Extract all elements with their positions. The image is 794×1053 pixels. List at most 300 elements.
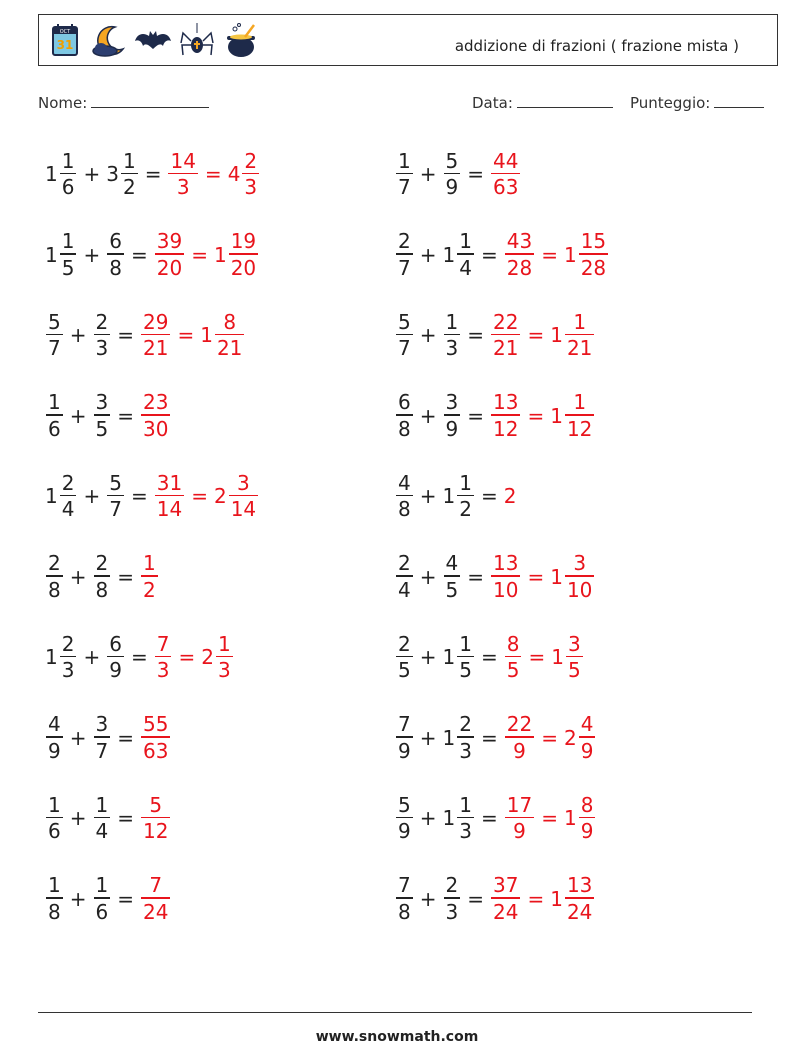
answer-part-fraction <box>565 392 594 439</box>
addend-b-fraction <box>444 148 461 200</box>
addend-b-denominator: 9 <box>445 175 459 200</box>
equals-sign: = <box>117 564 134 589</box>
equals-sign: = <box>480 484 498 508</box>
addend-a-fraction <box>396 309 413 361</box>
answer <box>140 309 245 361</box>
addend-a-whole: 1 <box>45 484 58 508</box>
answer-part-denominator: 63 <box>493 175 519 200</box>
answer-part-whole: 1 <box>550 323 563 347</box>
answer-part <box>563 792 596 844</box>
answer-part-numerator: 22 <box>506 712 533 737</box>
addend-a-denominator: 8 <box>398 899 411 924</box>
answer-part-numerator: 3 <box>573 551 587 576</box>
addend-b-numerator: 2 <box>445 873 459 898</box>
answer-part-denominator: 5 <box>506 658 520 683</box>
answer <box>167 148 260 200</box>
answer <box>140 792 171 844</box>
addend-b-fraction <box>457 792 474 844</box>
addend-a-denominator: 5 <box>398 658 411 683</box>
answer-part <box>140 309 171 361</box>
problem-9 <box>45 466 259 526</box>
answer <box>490 875 595 922</box>
answer-part <box>201 631 233 683</box>
answer-part <box>154 631 173 683</box>
addend-b-fraction <box>94 875 111 922</box>
addend-a <box>45 470 77 522</box>
answer-part-whole: 1 <box>551 645 564 669</box>
date-blank[interactable] <box>517 93 613 108</box>
answer-part <box>490 309 521 361</box>
addend-a-whole: 1 <box>45 242 58 267</box>
addend-a-denominator: 7 <box>398 336 411 361</box>
answer-part-numerator: 1 <box>573 309 587 334</box>
bat-icon <box>133 21 173 61</box>
plus-sign: + <box>419 403 437 428</box>
answer-part-denominator: 5 <box>567 658 581 683</box>
addend-a-fraction <box>396 875 413 922</box>
plus-sign: + <box>83 484 101 508</box>
answer <box>140 392 171 439</box>
answer-part-numerator: 4 <box>580 712 594 737</box>
calendar-icon <box>45 21 85 61</box>
answer-part-fraction <box>565 309 594 361</box>
addend-b-fraction <box>94 553 111 600</box>
name-field[interactable] <box>38 93 209 112</box>
answer-equals-sign: = <box>191 242 208 267</box>
addend-a <box>45 553 64 600</box>
answer-part <box>550 392 595 439</box>
addend-a-denominator: 9 <box>398 819 411 844</box>
answer-part-numerator: 13 <box>493 551 519 576</box>
answer-part-numerator: 17 <box>506 792 533 817</box>
answer-part-fraction <box>491 309 520 361</box>
equals-sign: = <box>467 162 484 186</box>
equals-sign: = <box>480 242 498 267</box>
addend-a-denominator: 4 <box>398 577 411 602</box>
problem-10 <box>395 466 517 526</box>
equals-sign: = <box>467 886 484 911</box>
addend-b <box>442 470 475 522</box>
addend-b-fraction <box>444 309 461 361</box>
answer-part-denominator: 14 <box>230 497 257 522</box>
addend-a-numerator: 2 <box>61 631 75 656</box>
plus-sign: + <box>419 484 437 508</box>
addend-b-numerator: 1 <box>122 148 136 173</box>
answer <box>504 231 609 278</box>
addend-a <box>395 148 414 200</box>
addend-a-denominator: 8 <box>48 899 61 924</box>
answer-part-fraction <box>505 631 522 683</box>
addend-a-fraction <box>396 714 413 761</box>
equals-sign: = <box>117 806 134 830</box>
problem-16 <box>395 708 596 768</box>
equals-sign: = <box>467 323 484 347</box>
addend-a-fraction <box>46 553 63 600</box>
plus-sign: + <box>69 806 87 830</box>
footer-site: www.snowmath.com <box>315 1029 479 1045</box>
answer-part-whole: 2 <box>563 725 577 750</box>
answer-part <box>167 148 198 200</box>
addend-b <box>93 392 112 439</box>
addend-b-fraction <box>444 875 461 922</box>
answer-part-fraction <box>141 309 170 361</box>
problem-4 <box>395 225 609 285</box>
answer-part-numerator: 1 <box>217 631 231 656</box>
answer-part <box>140 714 171 761</box>
addend-b <box>443 231 475 278</box>
answer-part-numerator: 3 <box>237 470 250 495</box>
score-label: Punteggio: <box>630 94 711 112</box>
addend-a-fraction <box>46 792 63 844</box>
addend-a <box>395 231 414 278</box>
addend-a-denominator: 4 <box>61 497 75 522</box>
addend-b-denominator: 2 <box>122 175 136 200</box>
addend-a-numerator: 5 <box>398 792 411 817</box>
addend-a-numerator: 1 <box>61 229 75 254</box>
addend-a <box>395 714 414 761</box>
score-blank[interactable] <box>714 93 764 108</box>
addend-a-denominator: 9 <box>398 738 411 763</box>
answer-part-fraction <box>491 553 520 600</box>
addend-b <box>443 875 462 922</box>
equals-sign: = <box>467 403 484 428</box>
equals-sign: = <box>117 886 134 911</box>
answer-part-denominator: 20 <box>230 255 257 280</box>
addend-a <box>45 148 77 200</box>
answer-part <box>504 631 523 683</box>
answer-part-denominator: 21 <box>216 336 243 361</box>
answer-part-numerator: 1 <box>573 390 587 415</box>
svg-text:31: 31 <box>56 38 74 52</box>
addend-a-numerator: 2 <box>398 631 411 656</box>
addend-b <box>443 392 462 439</box>
answer-part-numerator: 8 <box>580 792 594 817</box>
answer-part-fraction <box>155 470 184 522</box>
answer <box>154 631 234 683</box>
answer-part-fraction <box>565 553 594 600</box>
addend-a <box>395 875 414 922</box>
addend-b <box>93 875 112 922</box>
answer-part-denominator: 10 <box>566 577 593 602</box>
addend-a-numerator: 4 <box>48 712 61 737</box>
plus-sign: + <box>69 403 87 428</box>
answer <box>154 470 259 522</box>
addend-b-denominator: 9 <box>445 416 459 441</box>
answer-part-numerator: 8 <box>223 309 237 334</box>
answer-part-numerator: 31 <box>156 470 183 495</box>
answer-part-denominator: 21 <box>566 336 593 361</box>
addend-b-whole: 3 <box>106 162 119 186</box>
answer-equals-sign: = <box>177 323 195 347</box>
answer-part-denominator: 63 <box>143 738 169 763</box>
answer <box>504 484 518 508</box>
addend-b-denominator: 3 <box>459 738 472 763</box>
addend-a-fraction <box>396 231 413 278</box>
addend-a <box>395 392 414 439</box>
addend-b-denominator: 8 <box>109 255 122 280</box>
problem-18 <box>395 788 596 848</box>
answer-part <box>140 792 171 844</box>
answer-part-whole: 1 <box>213 242 227 267</box>
answer <box>140 553 159 600</box>
addend-b-fraction <box>444 553 461 600</box>
equals-sign: = <box>480 725 498 750</box>
addend-b-numerator: 3 <box>95 390 109 415</box>
answer <box>140 875 171 922</box>
addend-a-fraction <box>396 148 413 200</box>
answer-part-whole: 1 <box>563 242 577 267</box>
answer-equals-sign: = <box>527 323 545 347</box>
addend-b-numerator: 5 <box>445 148 459 173</box>
addend-a-numerator: 6 <box>398 390 411 415</box>
addend-b-numerator: 6 <box>109 631 122 656</box>
addend-b-fraction <box>457 631 474 683</box>
answer-part-numerator: 13 <box>566 873 593 898</box>
addend-b-fraction <box>457 714 474 761</box>
addend-b-numerator: 2 <box>459 712 472 737</box>
answer <box>504 714 597 761</box>
addend-a-denominator: 9 <box>48 738 61 763</box>
addend-b <box>93 792 112 844</box>
answer-part-fraction <box>491 875 520 922</box>
addend-a-fraction <box>60 148 77 200</box>
answer-part-fraction <box>505 792 534 844</box>
answer-equals-sign: = <box>178 645 196 669</box>
answer-part <box>550 309 595 361</box>
plus-sign: + <box>419 242 437 267</box>
plus-sign: + <box>69 323 87 347</box>
answer-part-numerator: 7 <box>149 873 163 898</box>
addend-a <box>45 792 64 844</box>
addend-b-numerator: 6 <box>109 229 122 254</box>
footer-divider <box>38 1012 752 1013</box>
answer-equals-sign: = <box>528 645 546 669</box>
answer-part-fraction <box>566 631 583 683</box>
addend-b <box>106 231 125 278</box>
addend-a-numerator: 1 <box>48 873 61 898</box>
answer-part-fraction <box>141 553 158 600</box>
addend-b-denominator: 4 <box>459 255 472 280</box>
answer-part <box>154 231 185 278</box>
problem-3 <box>45 225 259 285</box>
date-field[interactable] <box>472 93 613 112</box>
equals-sign: = <box>130 645 148 669</box>
answer-part <box>564 231 609 278</box>
addend-b-fraction <box>94 392 111 439</box>
answer-equals-sign: = <box>541 725 558 750</box>
problem-13 <box>45 627 234 687</box>
addend-a-denominator: 7 <box>398 255 411 280</box>
addend-b-numerator: 3 <box>95 712 109 737</box>
answer-part-whole: 1 <box>563 806 577 830</box>
answer <box>490 309 595 361</box>
addend-a-denominator: 8 <box>398 497 411 522</box>
answer-part-whole: 4 <box>227 162 241 186</box>
answer-equals-sign: = <box>527 886 545 911</box>
addend-b-denominator: 3 <box>459 819 472 844</box>
answer-part <box>564 714 596 761</box>
cauldron-icon <box>221 21 261 61</box>
addend-b-whole: 1 <box>442 725 456 750</box>
problem-2 <box>395 144 521 204</box>
answer-part <box>490 875 521 922</box>
addend-b <box>442 631 475 683</box>
addend-b-denominator: 5 <box>459 658 472 683</box>
answer-part-numerator: 23 <box>143 390 169 415</box>
answer-part-fraction <box>505 231 534 278</box>
addend-b-denominator: 3 <box>445 899 459 924</box>
svg-text:OCT: OCT <box>59 29 71 35</box>
equals-sign: = <box>117 323 134 347</box>
addend-a <box>395 553 414 600</box>
answer-part-fraction <box>215 309 244 361</box>
problem-7 <box>45 386 171 446</box>
answer-part-fraction <box>579 231 608 278</box>
addend-b-numerator: 1 <box>459 631 472 656</box>
answer-part-numerator: 55 <box>143 712 169 737</box>
plus-sign: + <box>419 323 437 347</box>
answer-part-fraction <box>491 392 520 439</box>
problem-6 <box>395 305 595 365</box>
addend-b-numerator: 3 <box>445 390 459 415</box>
answer-part-fraction <box>579 792 596 844</box>
addend-b-fraction <box>457 231 474 278</box>
addend-a <box>395 309 414 361</box>
problem-8 <box>395 386 595 446</box>
addend-b-denominator: 5 <box>95 416 109 441</box>
equals-sign: = <box>130 242 148 267</box>
answer-part-numerator: 19 <box>230 229 257 254</box>
answer-part-denominator: 24 <box>143 899 169 924</box>
addend-a <box>45 309 64 361</box>
answer-part-denominator: 12 <box>493 416 519 441</box>
answer-part-whole: 2 <box>201 645 214 669</box>
answer <box>140 714 171 761</box>
addend-b-denominator: 7 <box>109 497 122 522</box>
addend-a <box>45 231 77 278</box>
answer-part-denominator: 21 <box>493 336 519 361</box>
addend-a-fraction <box>60 470 77 522</box>
addend-b-fraction <box>107 231 124 278</box>
addend-b <box>106 470 125 522</box>
answer-part-fraction <box>579 714 596 761</box>
answer-part-whole: 1 <box>550 564 563 589</box>
equals-sign: = <box>467 564 484 589</box>
answer-part-numerator: 44 <box>493 148 519 173</box>
addend-b <box>443 309 462 361</box>
answer-part-fraction <box>491 148 520 200</box>
problem-19 <box>45 869 171 929</box>
moon-cloud-icon <box>89 21 129 61</box>
addend-b-numerator: 2 <box>95 309 109 334</box>
addend-b <box>106 631 125 683</box>
addend-b-fraction <box>94 792 111 844</box>
answer-part-denominator: 21 <box>143 336 169 361</box>
name-label: Nome: <box>38 94 88 112</box>
answer-part-whole: 2 <box>503 484 517 508</box>
addend-a-numerator: 2 <box>61 470 75 495</box>
addend-a-numerator: 1 <box>48 792 61 817</box>
addend-b-fraction <box>94 309 111 361</box>
answer-equals-sign: = <box>541 806 558 830</box>
answer-part-denominator: 24 <box>493 899 519 924</box>
answer-part <box>200 309 245 361</box>
addend-a-fraction <box>396 631 413 683</box>
plus-sign: + <box>69 725 87 750</box>
answer-part-fraction <box>216 631 233 683</box>
addend-b-denominator: 7 <box>95 738 109 763</box>
addend-a-denominator: 6 <box>61 175 75 200</box>
equals-sign: = <box>480 645 498 669</box>
addend-b <box>443 714 475 761</box>
addend-a-denominator: 7 <box>398 175 411 200</box>
problem-12 <box>395 547 595 607</box>
header-box <box>38 14 778 66</box>
plus-sign: + <box>83 645 101 669</box>
addend-b-fraction <box>107 470 124 522</box>
score-field[interactable] <box>630 93 764 112</box>
addend-a-fraction <box>60 631 77 683</box>
answer-equals-sign: = <box>541 242 558 267</box>
addend-a-denominator: 6 <box>48 416 61 441</box>
problem-15 <box>45 708 171 768</box>
answer-equals-sign: = <box>191 484 208 508</box>
addend-b-fraction <box>121 148 138 200</box>
name-blank[interactable] <box>91 93 209 108</box>
addend-b-fraction <box>107 631 124 683</box>
addend-b-whole: 1 <box>442 645 456 669</box>
problem-17 <box>45 788 171 848</box>
plus-sign: + <box>419 806 437 830</box>
sheet-title: addizione di frazioni ( frazione mista ) <box>454 37 739 55</box>
addend-b-fraction <box>457 470 474 522</box>
addend-a <box>45 875 64 922</box>
addend-a-fraction <box>46 309 63 361</box>
answer-part <box>550 553 595 600</box>
answer-part-denominator: 3 <box>176 175 190 200</box>
addend-b <box>93 309 112 361</box>
answer-part-denominator: 3 <box>217 658 231 683</box>
answer-part-fraction <box>155 231 184 278</box>
addend-a-numerator: 7 <box>398 873 411 898</box>
addend-a-denominator: 7 <box>48 336 61 361</box>
addend-b <box>93 553 112 600</box>
addend-a-fraction <box>396 553 413 600</box>
addend-b-numerator: 1 <box>459 792 472 817</box>
addend-a-numerator: 1 <box>48 390 61 415</box>
addend-b-numerator: 5 <box>109 470 122 495</box>
answer-part-numerator: 5 <box>149 792 163 817</box>
answer-part-fraction <box>229 470 258 522</box>
problem-11 <box>45 547 159 607</box>
answer-part-whole: 2 <box>213 484 227 508</box>
addend-a-numerator: 4 <box>398 470 411 495</box>
answer-part-fraction <box>141 875 170 922</box>
equals-sign: = <box>480 806 498 830</box>
addend-a-numerator: 1 <box>61 148 75 173</box>
addend-b-numerator: 2 <box>95 551 109 576</box>
addend-a <box>395 792 414 844</box>
answer-part-denominator: 2 <box>143 577 156 602</box>
addend-a-fraction <box>46 875 63 922</box>
addend-a <box>45 714 64 761</box>
addend-a-denominator: 5 <box>61 255 75 280</box>
addend-a-fraction <box>396 392 413 439</box>
answer-part-denominator: 24 <box>566 899 593 924</box>
addend-b-numerator: 1 <box>445 309 459 334</box>
addend-b <box>443 553 462 600</box>
answer-part-numerator: 1 <box>143 551 156 576</box>
